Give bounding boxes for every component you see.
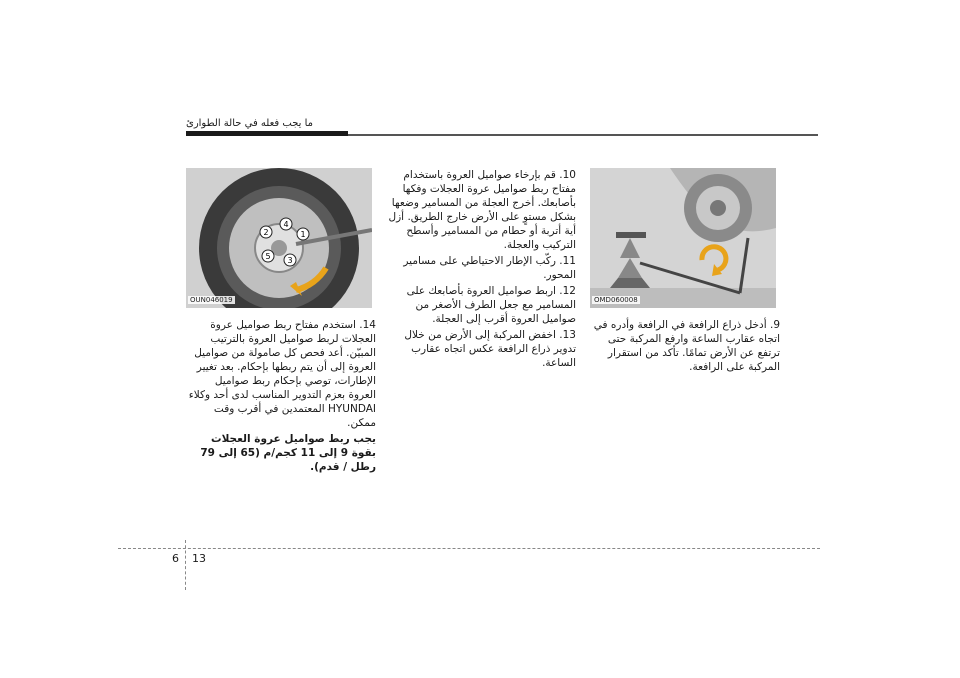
wheel-label-5: 5 [265, 252, 271, 261]
step-10: 10. قم بإرخاء صواميل العروة باستخدام مفتاح ربط صواميل عروة العجلات وفكها بأصابعك. أخرج العجلة من المسامير وضعها بشكل مستوٍ على الأرض خارج الطريق. أزل أية أتربة أو حطام من المسامير وأسطح التركيب والعجلة. [388, 169, 576, 251]
step-9: 9. أدخل ذراع الرافعة في الرافعة وأدره في اتجاه عقارب الساعة وارفع المركبة حتى ترتفع عن الأرض تمامًا. تأكد من استقرار المركبة على الرافعة. [593, 319, 780, 373]
wheel-label-4: 4 [283, 220, 289, 229]
wheel-label-2: 2 [263, 228, 269, 237]
header-bar-gray [348, 134, 818, 136]
column-right [590, 318, 780, 376]
step-13: 13. اخفض المركبة إلى الأرض من خلال تدوير ذراع الرافعة عكس اتجاه عقارب الساعة. [404, 329, 576, 369]
column-middle [382, 168, 576, 372]
jack-photo [590, 168, 776, 308]
wheel-illustration [186, 168, 372, 308]
step-11: 11. ركّب الإطار الاحتياطي على مسامير المحور. [403, 255, 576, 281]
torque-warning: يجب ربط صواميل عروة العجلات بقوة 9 إلى 11 كجم/م (65 إلى 79 رطل / قدم). [200, 433, 376, 473]
header-title: ما يجب فعله في حالة الطوارئ [186, 118, 314, 129]
footer-vertical-divider [185, 540, 186, 590]
jack-illustration [590, 168, 776, 308]
column-left [186, 318, 376, 476]
page-number: 13 [192, 552, 206, 565]
step-12: 12. اربط صواميل العروة بأصابعك على المسامير مع جعل الطرف الأصغر من صواميل العروة أقرب إلى العجلة. [406, 285, 576, 325]
header-bar-black [186, 131, 348, 136]
wheel-label-3: 3 [287, 256, 293, 265]
chapter-number: 6 [172, 552, 179, 565]
jack-photo-code: OMD060008 [594, 296, 638, 304]
footer-dashed-line [118, 548, 820, 549]
wheel-photo [186, 168, 372, 308]
wheel-photo-code: OUN046019 [190, 296, 233, 304]
step-14: 14. استخدم مفتاح ربط صواميل عروة العجلات لربط صواميل العروة بالترتيب المبيّن. أعد فحص كل صامولة من صواميل العروة إلى أن يتم ربطها بإحكام. بعد تغيير الإطارات، توصي بإحكام ربط صواميل العروة بعزم التدوير المناسب لدى أحد وكلاء HYUNDAI المعتمدين في أقرب وقت ممكن. [188, 319, 376, 429]
wheel-label-1: 1 [300, 230, 306, 239]
